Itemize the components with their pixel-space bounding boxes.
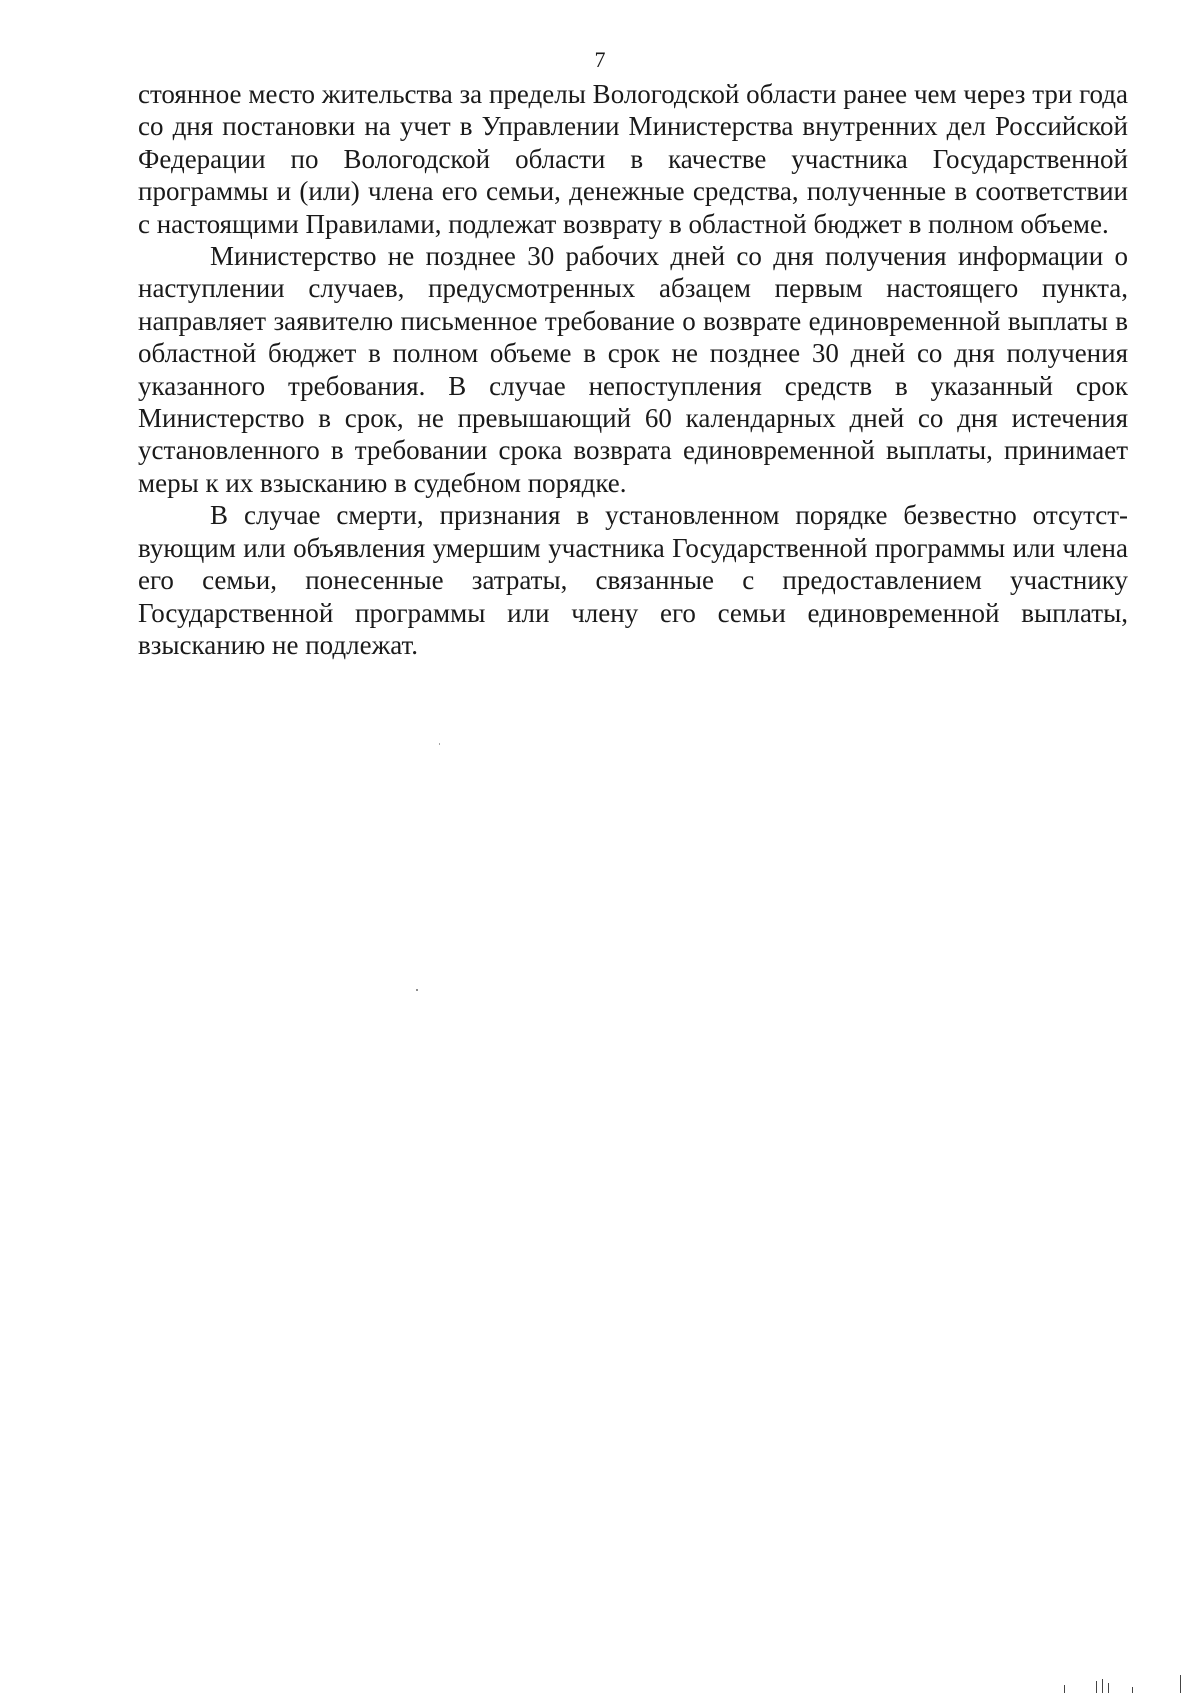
scan-edge-marks bbox=[1044, 1673, 1194, 1693]
paragraph-death-case: В случае смерти, признания в установленном порядке безвестно отсутствующим или объявления умершим участника Государственной программы или члена его семьи, понесенные затраты, связанные с предоставлением участнику Государственной программы или члену его семьи единовременной выплаты, взысканию не подлежат. bbox=[138, 500, 1128, 660]
scan-speck bbox=[439, 743, 440, 745]
page-number: 7 bbox=[594, 47, 606, 72]
paragraph-ministry-requirement: Министерство не позднее 30 рабочих дней со дня получения информации о наступлении случаев, предусмотренных абзацем первым настоящего пункта, направляет заявителю письменное требование о возврате единовременной выплаты в областной бюджет в полном объеме в срок не позднее 30 дней со дня получения указанного требования. В случае непоступления средств в указанный срок Министерство в срок, не превышающий 60 календарных дней со дня истечения установленного в требовании срока возврата единовременной выплаты, принимает меры к их взысканию в судебном порядке. bbox=[138, 241, 1128, 498]
paragraph-continuation: стоянное место жительства за пределы Вологодской области ранее чем через три года со дня постановки на учет в Управлении Министерства внутренних дел Российской Федерации по Вологодской области в качестве участника Государственной программы и (или) члена его семьи, денежные средства, полученные в соответствии с настоящими Правилами, подлежат возврату в областной бюджет в полном объеме. bbox=[138, 79, 1128, 239]
body-text bbox=[138, 78, 1128, 661]
scan-speck bbox=[416, 989, 418, 991]
